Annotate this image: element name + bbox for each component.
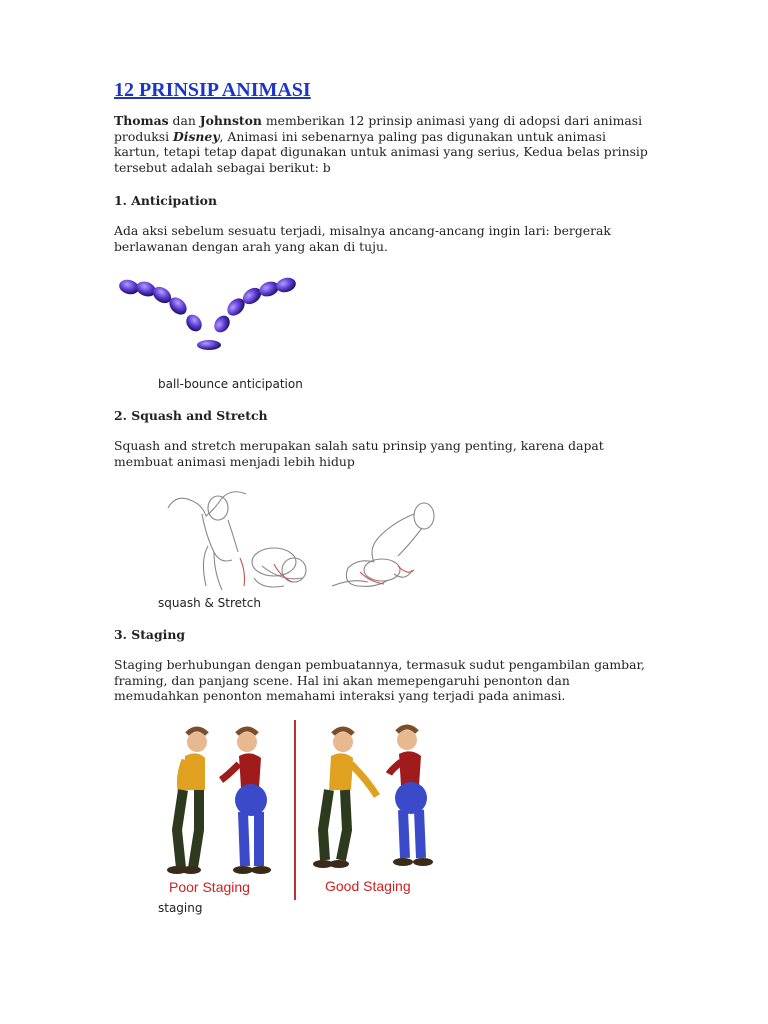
heading-anticipation: 1. Anticipation	[114, 193, 217, 208]
good-staging-character-right	[389, 727, 433, 866]
author-thomas: Thomas	[114, 113, 169, 128]
caption-anticipation: ball-bounce anticipation	[158, 377, 303, 391]
body-squash-stretch: Squash and stretch merupakan salah satu prinsip yang penting, karena dapat membuat animasi menjadi lebih hidup	[114, 438, 604, 469]
poor-staging-label: Poor Staging	[169, 879, 250, 895]
poor-staging-character-right	[221, 729, 271, 874]
squash-stretch-image	[162, 486, 442, 596]
body-anticipation: Ada aksi sebelum sesuatu terjadi, misalnya ancang-ancang ingin lari: bergerak berlawanan dengan arah yang akan di tuju.	[114, 223, 611, 254]
body-staging: Staging berhubungan dengan pembuatannya, termasuk sudut pengambilan gambar, framing, dan panjang scene. Hal ini akan memepengaruhi penonton dan memudahkan penonton memahami interaksi yang terjadi pada animasi.	[114, 657, 645, 703]
heading-squash-stretch: 2. Squash and Stretch	[114, 408, 268, 423]
caption-squash-stretch: squash & Stretch	[158, 596, 261, 610]
good-staging-label: Good Staging	[325, 878, 411, 894]
intro-connector: dan	[168, 113, 200, 128]
heading-staging: 3. Staging	[114, 627, 185, 642]
ball-bounce-anticipation-image	[112, 268, 312, 363]
intro-text-1: memberikan 12 prinsip animasi yang di adopsi dari animasi produksi	[114, 113, 643, 144]
caption-staging: staging	[158, 901, 203, 915]
staging-comparison-image	[155, 720, 445, 905]
intro-paragraph	[114, 113, 654, 175]
intro-text-2: , Animasi ini sebenarnya paling pas digunakan untuk animasi kartun, tetapi tetap dapat digunakan untuk animasi yang serius, Kedua belas prinsip tersebut adalah sebagai berikut: b	[114, 128, 648, 175]
poor-staging-character-left	[167, 729, 207, 874]
author-johnston: Johnston	[199, 113, 262, 128]
studio-disney: Disney	[173, 128, 220, 144]
page-title: 12 PRINSIP ANIMASI	[114, 79, 311, 101]
good-staging-character-left	[313, 729, 377, 868]
